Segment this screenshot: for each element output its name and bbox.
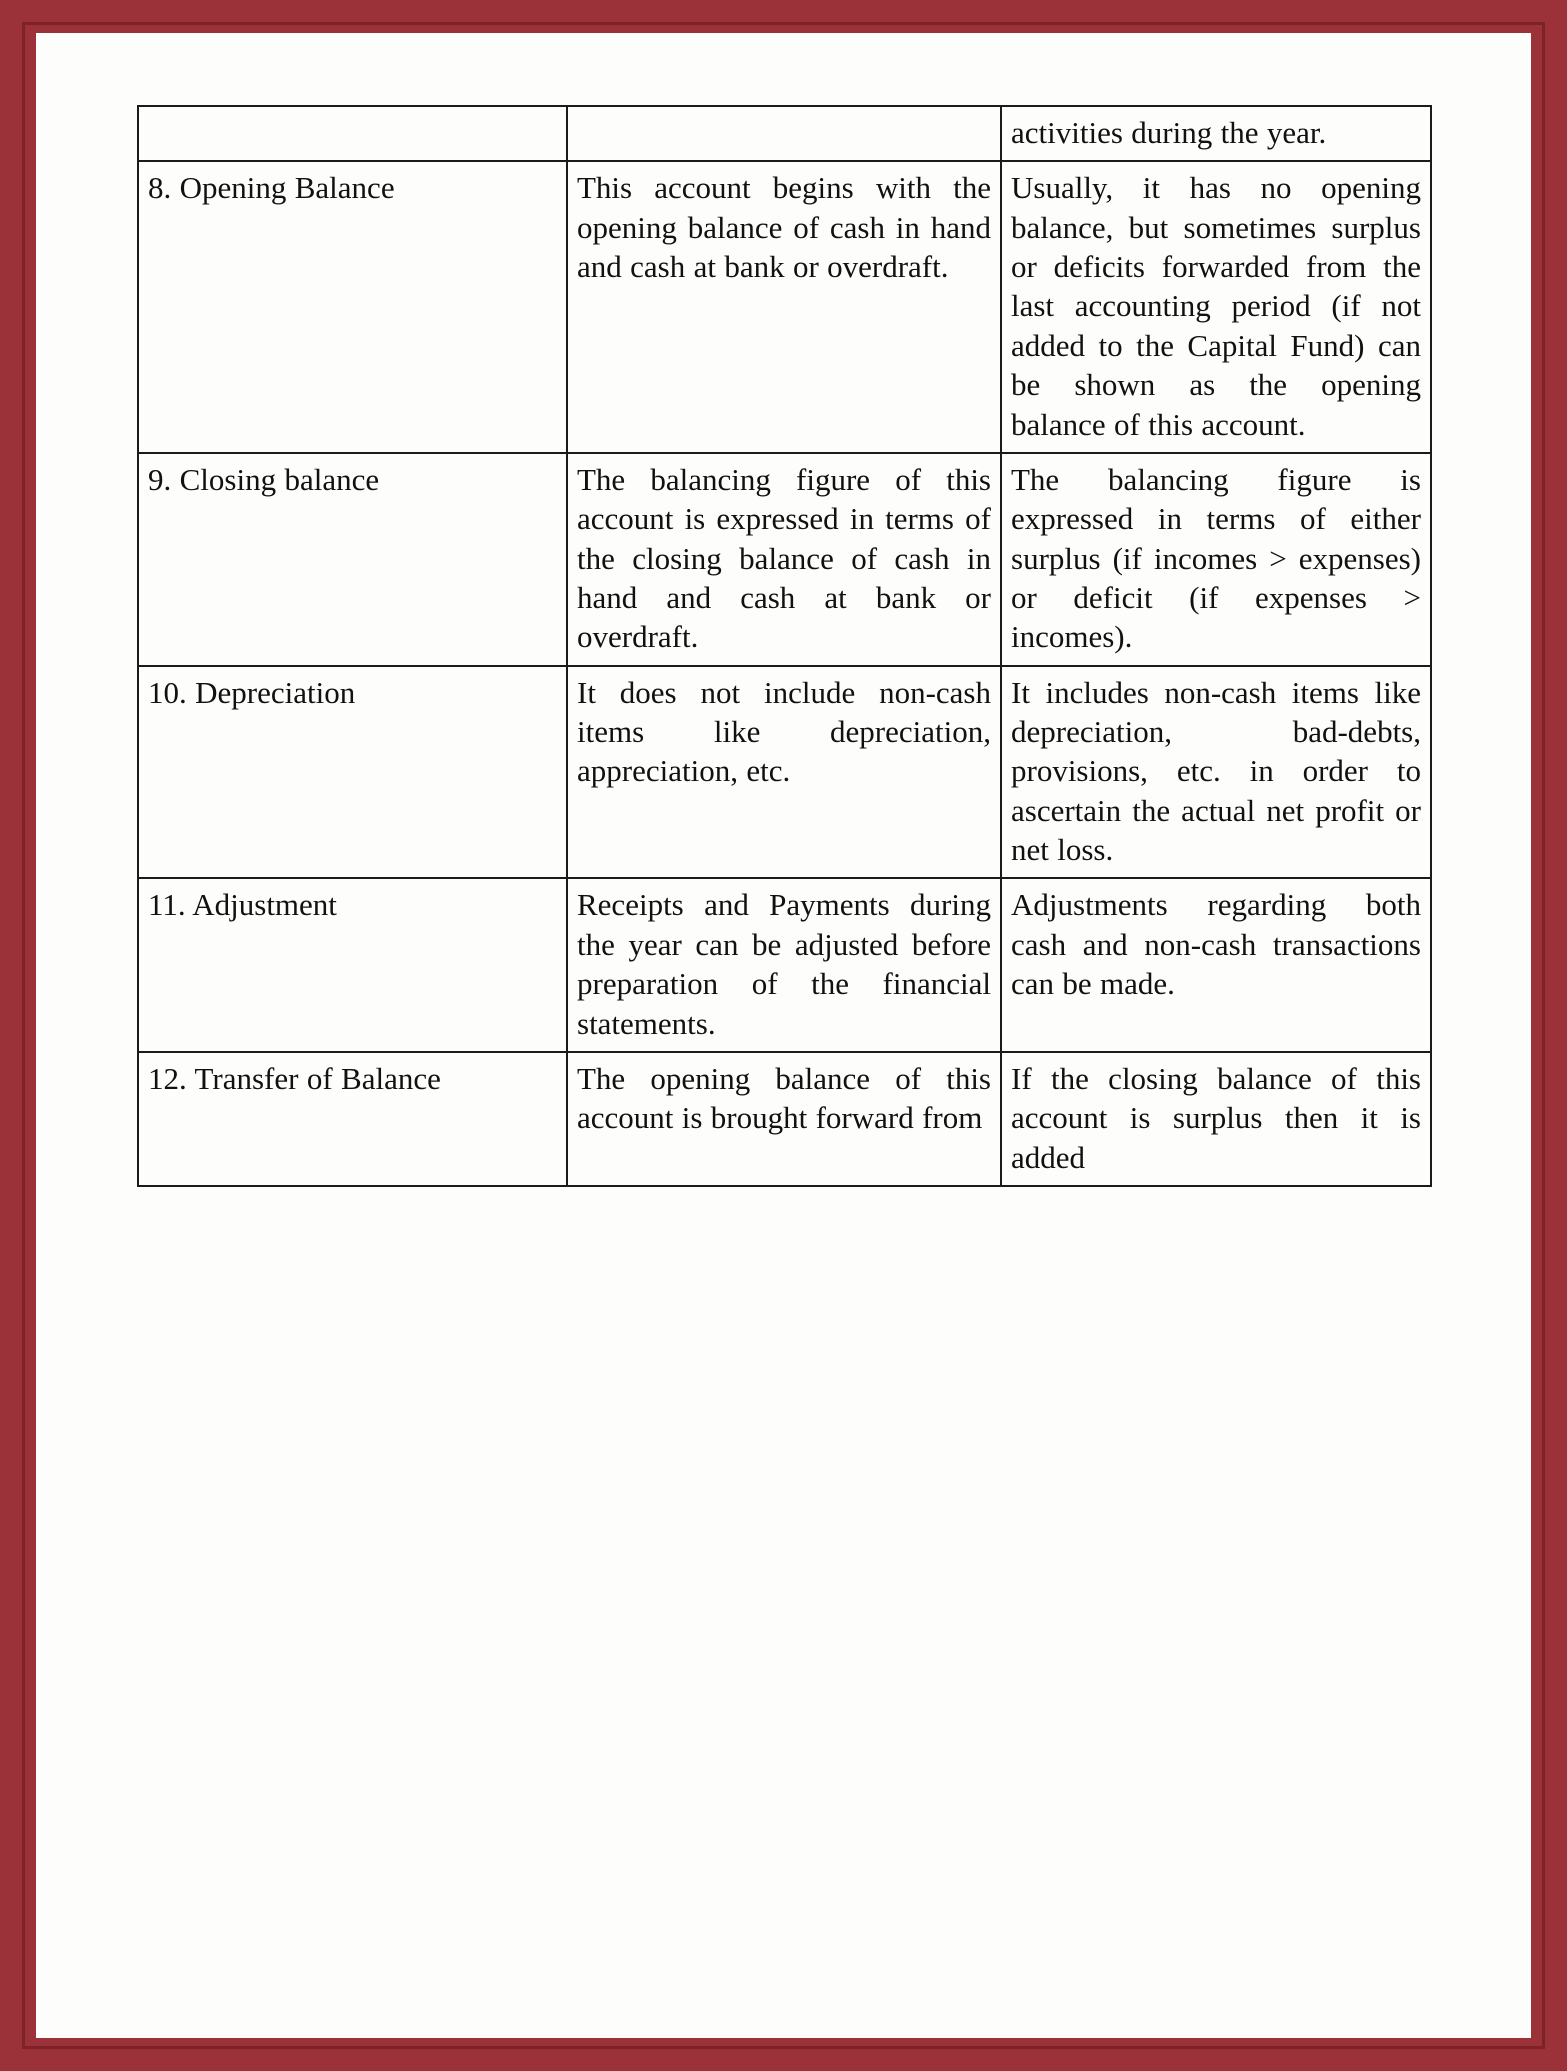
row-12-col2-receipts-payments: The opening balance of this account is brought forward from [567, 1052, 1001, 1186]
table-row [138, 666, 1431, 879]
row-11-col2-receipts-payments: Receipts and Payments during the year can be adjusted before preparation of the financial statements. [567, 878, 1001, 1051]
table-row [138, 161, 1431, 453]
row-12-col3-income-expenditure: If the closing balance of this account is surplus then it is added [1001, 1052, 1431, 1186]
row-8-col2-receipts-payments: This account begins with the opening balance of cash in hand and cash at bank or overdraft. [567, 161, 1001, 453]
table-row [138, 453, 1431, 666]
row-10-col2-receipts-payments: It does not include non-cash items like depreciation, appreciation, etc. [567, 666, 1001, 879]
comparison-table [137, 105, 1432, 1187]
row-9-col2-receipts-payments: The balancing figure of this account is expressed in terms of the closing balance of cash in hand and cash at bank or overdraft. [567, 453, 1001, 666]
row-9-col3-income-expenditure: The balancing figure is expressed in terms of either surplus (if incomes > expenses) or deficit (if expenses > incomes). [1001, 453, 1431, 666]
table-row [138, 878, 1431, 1051]
table-body [138, 106, 1431, 1186]
row-continuation-col1 [138, 106, 567, 161]
row-continuation-col2 [567, 106, 1001, 161]
document-paper [36, 33, 1531, 2038]
row-9-col1-label: 9. Closing balance [138, 453, 567, 666]
row-8-col1-label: 8. Opening Balance [138, 161, 567, 453]
table-row [138, 1052, 1431, 1186]
table-row [138, 106, 1431, 161]
row-11-col3-income-expenditure: Adjustments regarding both cash and non-cash transactions can be made. [1001, 878, 1431, 1051]
row-continuation-col3: activities during the year. [1001, 106, 1431, 161]
row-10-col1-label: 10. Depreciation [138, 666, 567, 879]
row-8-col3-income-expenditure: Usually, it has no opening balance, but sometimes surplus or deficits forwarded from the last accounting period (if not added to the Capital Fund) can be shown as the opening balance of this account. [1001, 161, 1431, 453]
row-12-col1-label: 12. Transfer of Balance [138, 1052, 567, 1186]
row-11-col1-label: 11. Adjustment [138, 878, 567, 1051]
row-10-col3-income-expenditure: It includes non-cash items like depreciation, bad-debts, provisions, etc. in order to ascertain the actual net profit or net loss. [1001, 666, 1431, 879]
